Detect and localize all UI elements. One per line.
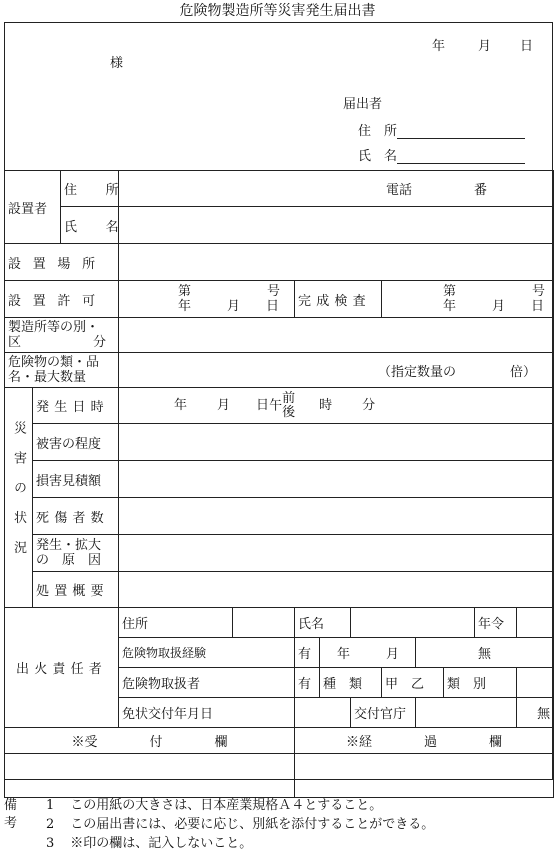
permit-no-suffix: 号 (267, 284, 281, 299)
note-num: 2 (46, 817, 55, 832)
phone-suffix: 番 (474, 183, 488, 198)
disaster-label-text: 災害の状況 (11, 420, 26, 571)
facility-type-cell[interactable] (119, 318, 554, 353)
occurred-day: 日 (256, 398, 270, 413)
report-form-table (4, 170, 554, 798)
handler-category-label: 類 別 (444, 668, 517, 698)
issuer-label: 交付官庁 (351, 698, 416, 728)
installer-label: 設置者 (5, 171, 61, 244)
inspection-year: 年 (443, 299, 457, 314)
note-item (46, 797, 382, 815)
hazmat-label-1: 危険物の類・品 (8, 355, 100, 370)
fire-officer-label: 出火責任者 (5, 608, 119, 728)
license-none[interactable]: 無 (517, 698, 554, 728)
facility-type-label-1: 製造所等の別・ (8, 320, 100, 335)
occurred-ampm-stack (282, 392, 295, 420)
facility-type-label-2a: 区 (8, 335, 22, 350)
occurred-cell[interactable] (119, 388, 554, 424)
permit-label: 設置許可 (5, 281, 119, 318)
ratio-text: （指定数量の (378, 364, 457, 380)
inspection-no-prefix: 第 (443, 284, 457, 299)
fo-age-label: 年令 (475, 608, 517, 638)
fo-age-cell[interactable] (517, 608, 554, 638)
occurred-month: 月 (217, 398, 231, 413)
hazmat-label-2: 名・最大数量 (8, 370, 87, 385)
installer-name-cell[interactable] (119, 207, 554, 244)
permit-month: 月 (227, 299, 241, 314)
notifier-address-field[interactable] (358, 120, 525, 139)
note-text: この届出書には、必要に応じ、別紙を添付することができる。 (70, 817, 435, 832)
measures-cell[interactable] (119, 572, 554, 608)
hazmat-label (5, 353, 119, 388)
date-year-label: 年 (432, 39, 446, 54)
fo-address-cell[interactable] (233, 608, 295, 638)
fo-address-label: 住所 (119, 608, 233, 638)
document-title: 危険物製造所等災害発生届出書 (179, 3, 376, 19)
notifier-address-label: 住 所 (358, 124, 398, 139)
notifier-name-line (397, 151, 525, 164)
occurred-label: 発生日時 (33, 388, 119, 424)
phone-label: 電話 (386, 183, 413, 198)
permit-value-cell[interactable] (119, 281, 295, 318)
installer-address-label: 住 所 (61, 171, 119, 207)
cause-label-2: の 原 因 (36, 553, 102, 568)
inspection-no-suffix: 号 (532, 284, 546, 299)
note-item (46, 816, 434, 834)
loss-cell[interactable] (119, 461, 554, 498)
experience-has[interactable]: 有 (295, 638, 320, 668)
inspection-label: 完成検査 (295, 281, 382, 318)
damage-label: 被害の程度 (33, 424, 119, 461)
notifier-address-line (397, 126, 525, 139)
casualties-label: 死傷者数 (33, 498, 119, 535)
addressee-suffix: 様 (110, 56, 124, 71)
hazmat-cell[interactable] (119, 353, 554, 388)
occurred-ampm-top: 前 (282, 390, 296, 406)
ratio-suffix: 倍） (510, 364, 537, 380)
progress-cell (295, 754, 554, 798)
note-item (46, 835, 252, 853)
handler-label: 危険物取扱者 (119, 668, 295, 698)
fo-name-label: 氏名 (295, 608, 351, 638)
permit-no-prefix: 第 (178, 284, 192, 299)
progress-label: ※経 過 欄 (295, 728, 554, 754)
fo-name-cell[interactable] (351, 608, 475, 638)
occurred-year: 年 (174, 398, 188, 413)
handler-kind-label: 種 類 (320, 668, 382, 698)
occurred-hour: 時 (319, 398, 333, 413)
notifier-label: 届出者 (343, 97, 383, 112)
handler-has[interactable]: 有 (295, 668, 320, 698)
date-month-label: 月 (478, 39, 492, 54)
experience-none[interactable]: 無 (416, 638, 554, 668)
occurred-ampm-mid: 午 (269, 398, 283, 413)
note-num: 3 (46, 836, 55, 851)
inspection-month: 月 (492, 299, 506, 314)
date-day-label: 日 (520, 39, 534, 54)
received-label: ※受 付 欄 (5, 728, 295, 754)
disaster-label (5, 388, 33, 608)
note-text: ※印の欄は、記入しないこと。 (70, 836, 253, 851)
received-cell (5, 754, 295, 798)
cause-label-1: 発生・拡大 (36, 538, 102, 553)
occurred-ampm-bottom: 後 (282, 404, 296, 420)
casualties-cell[interactable] (119, 498, 554, 535)
facility-type-label (5, 318, 119, 353)
location-label: 設置場所 (5, 244, 119, 281)
issuer-cell[interactable] (416, 698, 517, 728)
inspection-value-cell[interactable] (382, 281, 554, 318)
cause-label (33, 535, 119, 572)
license-date-label: 免状交付年月日 (119, 698, 295, 728)
location-cell[interactable] (119, 244, 554, 281)
inspection-day: 日 (531, 299, 545, 314)
experience-month: 月 (386, 647, 400, 662)
damage-cell[interactable] (119, 424, 554, 461)
license-date-cell[interactable] (295, 698, 351, 728)
occurred-minute: 分 (362, 398, 376, 413)
installer-address-cell[interactable] (119, 171, 554, 207)
note-text: この用紙の大きさは、日本産業規格Ａ４とすること。 (70, 798, 383, 813)
experience-duration-cell[interactable] (320, 638, 416, 668)
experience-year: 年 (337, 647, 351, 662)
handler-kouotsu[interactable]: 甲 乙 (382, 668, 444, 698)
permit-day: 日 (266, 299, 280, 314)
installer-name-label: 氏 名 (61, 207, 119, 244)
cause-cell[interactable] (119, 535, 554, 572)
measures-label: 処置概要 (33, 572, 119, 608)
notifier-name-field[interactable] (358, 145, 525, 164)
permit-year: 年 (178, 299, 192, 314)
notifier-name-label: 氏 名 (358, 149, 398, 164)
facility-type-label-2b: 分 (93, 335, 107, 350)
loss-label: 損害見積額 (33, 461, 119, 498)
experience-label: 危険物取扱経験 (119, 638, 295, 668)
note-num: 1 (46, 798, 55, 813)
handler-category-cell[interactable] (517, 668, 554, 698)
notes-label: 備考 (4, 798, 18, 831)
